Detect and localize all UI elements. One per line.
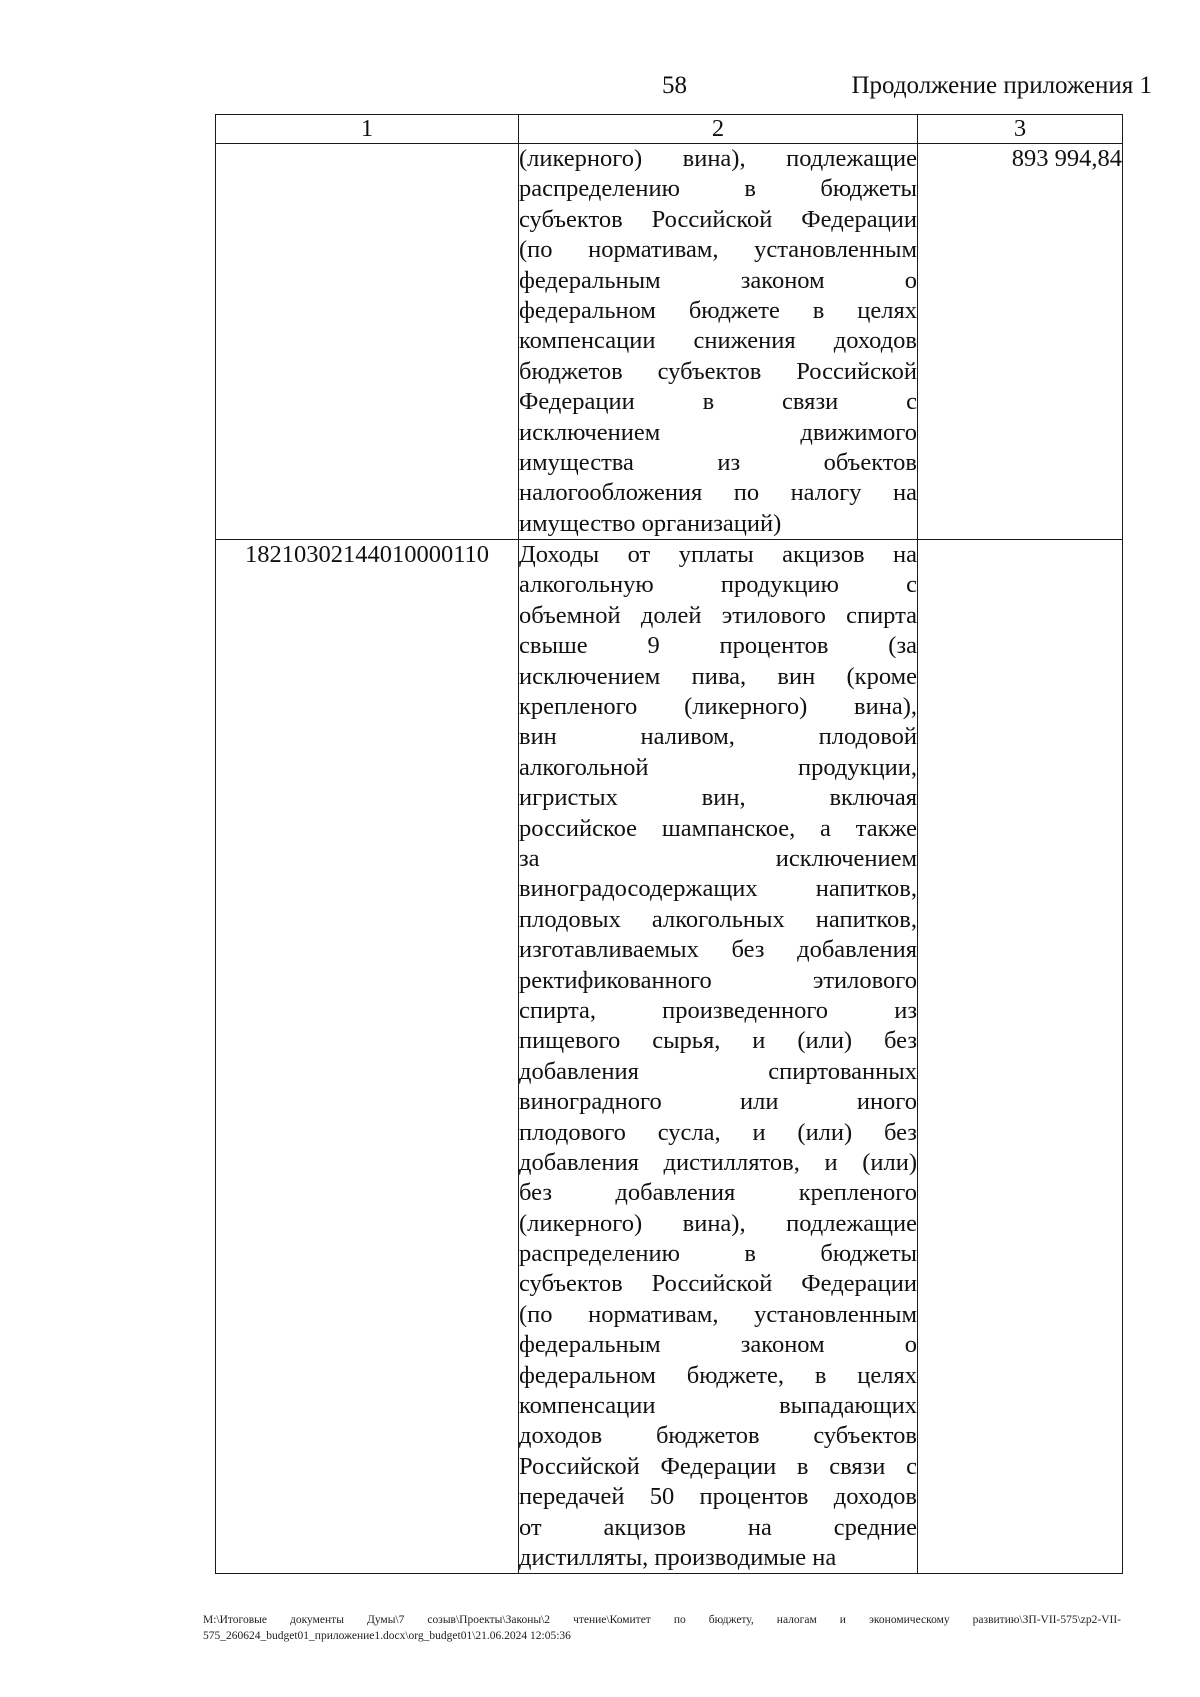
amount-cell: 893 994,84 [918, 144, 1123, 540]
page-number: 58 [662, 72, 687, 99]
column-header-1: 1 [216, 115, 519, 144]
description-line: (по нормативам, установленным [519, 1300, 917, 1328]
description-line: от акцизов на средние [519, 1513, 917, 1541]
column-number-row [216, 115, 1123, 144]
table-row [216, 144, 1123, 540]
description-line: без добавления крепленого [519, 1179, 917, 1207]
description-line: вин наливом, плодовой [519, 723, 917, 751]
description-line: распределению в бюджеты [519, 1240, 917, 1268]
amount-cell [918, 540, 1123, 1574]
description-line: дистилляты, производимые на [519, 1543, 837, 1571]
description-line: изготавливаемых без добавления [519, 936, 917, 964]
description-line: исключением движимого [519, 418, 917, 446]
description-line: добавления дистиллятов, и (или) [519, 1148, 917, 1176]
description-line: компенсации снижения доходов [519, 327, 917, 355]
description-line: (ликерного) вина), подлежащие [519, 1209, 917, 1237]
description-line: объемной долей этилового спирта [519, 601, 917, 629]
description-line: бюджетов субъектов Российской [519, 357, 917, 385]
description-line: плодового сусла, и (или) без [519, 1118, 917, 1146]
budget-table [215, 114, 1123, 1574]
description-line: имущества из объектов [519, 448, 917, 476]
description-line: федеральным законом о [519, 1331, 917, 1359]
description-line: федеральном бюджете, в целях [519, 1361, 917, 1389]
description-line: виноградного или иного [519, 1088, 917, 1116]
description-line: пищевого сырья, и (или) без [519, 1027, 917, 1055]
description-line: свыше 9 процентов (за [519, 632, 917, 660]
table-row [216, 540, 1123, 1574]
description-line: игристых вин, включая [519, 784, 917, 812]
description-line: налогообложения по налогу на [519, 479, 917, 507]
description-line: за исключением [519, 844, 917, 872]
description-line: субъектов Российской Федерации [519, 1270, 917, 1298]
description-line: (ликерного) вина), подлежащие [519, 145, 917, 172]
description-line: добавления спиртованных [519, 1057, 917, 1085]
description-line: имущество организаций) [519, 509, 782, 537]
description-line: плодовых алкогольных напитков, [519, 905, 917, 933]
description-line: передачей 50 процентов доходов [519, 1483, 917, 1511]
description-line: спирта, произведенного из [519, 996, 917, 1024]
column-header-2: 2 [519, 115, 918, 144]
description-line: крепленого (ликерного) вина), [519, 693, 917, 721]
description-line: исключением пива, вин (кроме [519, 662, 917, 690]
column-header-3: 3 [918, 115, 1123, 144]
description-line: алкогольной продукции, [519, 753, 917, 781]
description-line: Федерации в связи с [519, 388, 917, 416]
description-line: ректификованного этилового [519, 966, 917, 994]
description-line: субъектов Российской Федерации [519, 205, 917, 233]
description-cell [519, 144, 918, 540]
description-line: Российской Федерации в связи с [519, 1452, 917, 1480]
description-line: федеральным законом о [519, 266, 917, 294]
budget-code-cell [216, 144, 519, 540]
footer-path-line: М:\Итоговые документы Думы\7 созыв\Проекты\Законы\2 чтение\Комитет по бюджету, налогам и экономическому развитию\ЗП-VII-575\zp2-VII- [203, 1614, 1121, 1626]
continuation-label: Продолжение приложения 1 [851, 72, 1152, 99]
footer-file-path [203, 1612, 1121, 1644]
description-line: Доходы от уплаты акцизов на [519, 541, 917, 569]
footer-path-line: 575_260624_budget01_приложение1.docx\org_budget01\21.06.2024 12:05:36 [203, 1630, 571, 1642]
budget-code-cell: 18210302144010000110 [216, 540, 519, 1574]
description-line: компенсации выпадающих [519, 1392, 917, 1420]
description-cell [519, 540, 918, 1574]
description-line: федеральном бюджете в целях [519, 296, 917, 324]
description-line: доходов бюджетов субъектов [519, 1422, 917, 1450]
table-body [216, 144, 1123, 1574]
description-line: (по нормативам, установленным [519, 236, 917, 264]
description-line: распределению в бюджеты [519, 175, 917, 203]
description-line: российское шампанское, а также [519, 814, 917, 842]
description-line: виноградосодержащих напитков, [519, 875, 917, 903]
description-line: алкогольную продукцию с [519, 571, 917, 599]
